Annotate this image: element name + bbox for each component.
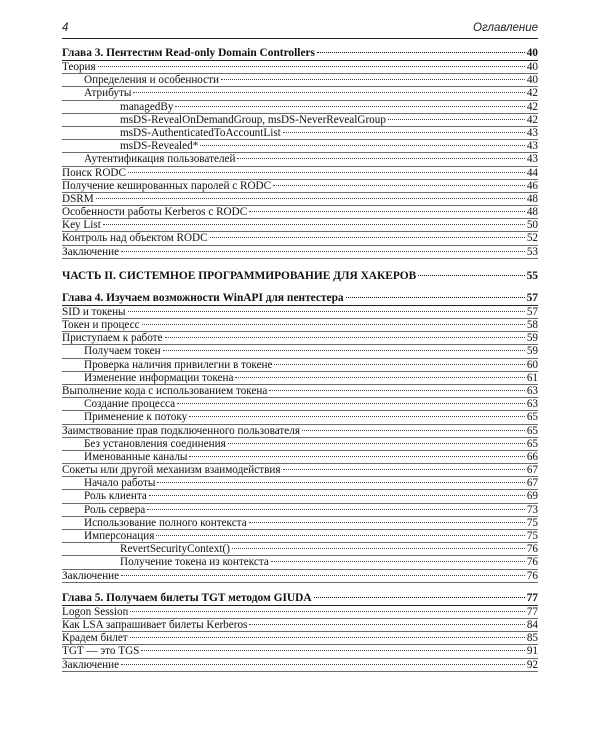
toc-entry (62, 425, 538, 438)
toc-entry-title: Роль сервера (84, 503, 146, 516)
dot-leader (128, 172, 525, 173)
toc-entry (62, 504, 538, 517)
toc-entry-page: 57 (526, 291, 538, 304)
toc-entry (62, 517, 538, 530)
toc-entry-title: msDS-AuthenticatedToAccountList (120, 126, 281, 139)
toc-entry-page: 75 (526, 530, 538, 542)
toc-entry-page: 59 (526, 332, 538, 345)
dot-leader (200, 145, 525, 146)
toc-entry (62, 530, 538, 543)
dot-leader (210, 237, 525, 238)
dot-leader (283, 132, 525, 133)
toc-entry (62, 319, 538, 332)
dot-leader (121, 575, 525, 576)
toc-entry-title: Применение к потоку (84, 411, 188, 424)
toc-entry-title: Заключение (62, 245, 120, 258)
toc-entry (62, 114, 538, 127)
dot-leader (346, 297, 525, 298)
toc-entry (62, 206, 538, 219)
dot-leader (130, 637, 525, 638)
toc-entry-page: 65 (526, 411, 538, 424)
toc-entry (62, 570, 538, 583)
toc-entry-title: msDS-RevealOnDemandGroup, msDS-NeverRevealGroup (120, 113, 386, 126)
toc-entry (62, 61, 538, 74)
dot-leader (314, 597, 525, 598)
toc-entry-title: Без установления соединения (84, 437, 226, 450)
toc-entry-page: 77 (526, 605, 538, 618)
toc-entry (62, 74, 538, 87)
toc-entry-title: Поиск RODC (62, 166, 126, 179)
toc-entry-title: Атрибуты (84, 87, 132, 100)
dot-leader (249, 624, 524, 625)
dot-leader (283, 469, 525, 470)
toc-entry-title: Как LSA запрашивает билеты Kerberos (62, 618, 248, 631)
toc-entry-title: Сокеты или другой механизм взаимодействия (62, 464, 281, 477)
toc-entry-page: 58 (526, 319, 538, 331)
toc-entry-page: 40 (526, 74, 538, 87)
toc-entry (62, 451, 538, 464)
toc-entry-title: Имперсонация (84, 530, 155, 542)
toc-entry-page: 65 (526, 424, 538, 437)
toc-entry (62, 246, 538, 259)
toc-entry-title: Начало работы (84, 477, 156, 490)
toc-entry (62, 167, 538, 180)
toc-entry-title: ЧАСТЬ II. СИСТЕМНОЕ ПРОГРАММИРОВАНИЕ ДЛЯ ХАКЕРОВ (62, 269, 417, 282)
dot-leader (121, 251, 525, 252)
toc-entry-title: Определения и особенности (84, 74, 220, 87)
dot-leader (269, 390, 524, 391)
dot-leader (418, 275, 524, 276)
toc-entry (62, 127, 538, 140)
toc-entry-page: 40 (526, 61, 538, 73)
toc-entry-title: Глава 3. Пентестим Read-only Domain Controllers (62, 47, 315, 59)
toc-entry (62, 464, 538, 477)
toc-entry (62, 180, 538, 193)
toc-entry-page: 60 (526, 358, 538, 371)
toc-entry-page: 46 (526, 179, 538, 192)
dot-leader (317, 52, 525, 53)
toc-entry-title: Крадем билет (62, 632, 128, 645)
toc-entry-page: 52 (526, 232, 538, 245)
toc-entry (62, 632, 538, 645)
toc-entry (62, 411, 538, 424)
toc-entry-title: Приступаем к работе (62, 332, 163, 345)
dot-leader (156, 535, 524, 536)
toc-entry (62, 659, 538, 672)
toc-entry-page: 57 (526, 305, 538, 318)
toc-chapter-entry (62, 46, 538, 61)
toc-entry-page: 42 (526, 113, 538, 126)
toc-entry-title: DSRM (62, 192, 94, 205)
toc-entry-page: 67 (526, 477, 538, 490)
toc-entry-page: 76 (526, 569, 538, 582)
toc-entry (62, 219, 538, 232)
toc-entry-page: 75 (526, 516, 538, 529)
dot-leader (96, 198, 525, 199)
toc-entry-page: 63 (526, 398, 538, 411)
toc-entry (62, 543, 538, 556)
toc-entry (62, 619, 538, 632)
page-number: 4 (62, 22, 69, 34)
dot-leader (149, 495, 525, 496)
toc-entry (62, 345, 538, 358)
toc-entry-title: Глава 4. Изучаем возможности WinAPI для пентестера (62, 291, 344, 304)
dot-leader (103, 224, 525, 225)
toc-entry-title: Key List (62, 219, 101, 232)
toc-entry-page: 85 (526, 632, 538, 645)
toc-entry-title: Теория (62, 61, 96, 73)
toc-entry-page: 63 (526, 384, 538, 397)
dot-leader (128, 311, 525, 312)
toc-entry-title: SID и токены (62, 305, 126, 318)
toc-entry-page: 44 (526, 166, 538, 179)
toc-entry-page: 43 (526, 153, 538, 166)
dot-leader (177, 403, 525, 404)
toc-entry (62, 101, 538, 114)
toc-chapter-entry (62, 591, 538, 606)
toc-entry-title: Именованные каналы (84, 450, 188, 463)
toc-entry-page: 50 (526, 219, 538, 232)
toc-entry (62, 359, 538, 372)
toc-entry-title: Заключение (62, 658, 120, 671)
dot-leader (121, 664, 525, 665)
toc-entry (62, 385, 538, 398)
dot-leader (235, 377, 524, 378)
dot-leader (133, 92, 524, 93)
toc-entry-page: 40 (526, 47, 538, 59)
toc-entry (62, 556, 538, 569)
toc-entry-page: 67 (526, 464, 538, 477)
toc-entry-title: Получаем токен (84, 345, 161, 358)
toc-entry-page: 42 (526, 100, 538, 113)
dot-leader (165, 337, 525, 338)
dot-leader (273, 185, 525, 186)
toc-entry (62, 477, 538, 490)
toc-entry-page: 76 (526, 543, 538, 556)
toc-entry-title: Изменение информации токена (84, 371, 234, 384)
toc-entry (62, 490, 538, 503)
dot-leader (249, 522, 525, 523)
toc-entry-title: Роль клиента (84, 490, 147, 503)
toc-entry-page: 61 (526, 371, 538, 384)
toc-entry (62, 306, 538, 319)
toc-entry-page: 42 (526, 87, 538, 100)
dot-leader (98, 66, 525, 67)
toc-entry-page: 53 (526, 245, 538, 258)
toc-entry-title: RevertSecurityContext() (120, 543, 230, 556)
toc-entry-page: 43 (526, 140, 538, 153)
dot-leader (302, 430, 525, 431)
toc-entry-page: 48 (526, 192, 538, 205)
toc-entry (62, 438, 538, 451)
toc-entry-title: Получение токена из контекста (120, 556, 269, 569)
toc-entry-title: Заключение (62, 569, 120, 582)
toc-entry-title: Глава 5. Получаем билеты TGT методом GIUDA (62, 591, 312, 604)
toc-entry-page: 77 (526, 591, 538, 604)
dot-leader (175, 106, 524, 107)
toc-entry-title: Получение кешированных паролей с RODC (62, 179, 272, 192)
dot-leader (130, 611, 525, 612)
dot-leader (228, 443, 525, 444)
dot-leader (163, 350, 525, 351)
toc-entry (62, 232, 538, 245)
toc-entry-page: 69 (526, 490, 538, 503)
dot-leader (271, 561, 525, 562)
toc-entry-title: Аутентификация пользователей (84, 153, 236, 166)
toc-entry-title: TGT — это TGS (62, 645, 140, 658)
toc-entry (62, 193, 538, 206)
toc-entry-page: 43 (526, 126, 538, 139)
toc-entry-page: 66 (526, 450, 538, 463)
toc-entry-title: Использование полного контекста (84, 516, 247, 529)
running-header (62, 22, 538, 38)
toc-entry-title: Создание процесса (84, 398, 176, 411)
toc-entry-title: Заимствование прав подключенного пользователя (62, 424, 300, 437)
toc-entry (62, 606, 538, 619)
toc-entry-title: Проверка наличия привилегии в токене (84, 358, 273, 371)
dot-leader (237, 158, 524, 159)
toc-entry-title: Logon Session (62, 605, 129, 618)
toc-entry-page: 59 (526, 345, 538, 358)
toc-entry (62, 87, 538, 100)
dot-leader (189, 416, 525, 417)
toc-entry (62, 332, 538, 345)
dot-leader (388, 119, 525, 120)
dot-leader (142, 324, 525, 325)
toc-entry-title: managedBy (120, 100, 174, 113)
toc-entry-page: 73 (526, 503, 538, 516)
table-of-contents (62, 46, 538, 672)
toc-entry-page: 91 (526, 645, 538, 658)
toc-entry-page: 65 (526, 437, 538, 450)
toc-entry-page: 48 (526, 206, 538, 219)
toc-entry (62, 645, 538, 658)
dot-leader (147, 509, 525, 510)
dot-leader (274, 364, 524, 365)
toc-entry-title: msDS-Revealed* (120, 140, 199, 153)
toc-entry-page: 55 (526, 269, 538, 282)
toc-entry-title: Токен и процесс (62, 319, 140, 331)
toc-entry-page: 92 (526, 658, 538, 671)
dot-leader (221, 79, 525, 80)
header-divider (62, 38, 538, 39)
running-title: Оглавление (473, 22, 538, 34)
toc-entry-title: Особенности работы Kerberos с RODC (62, 206, 248, 219)
toc-entry-title: Контроль над объектом RODC (62, 232, 208, 245)
toc-entry-page: 84 (526, 618, 538, 631)
toc-entry-title: Выполнение кода с использованием токена (62, 384, 268, 397)
toc-part-entry (62, 269, 538, 283)
dot-leader (249, 211, 525, 212)
toc-entry-page: 76 (526, 556, 538, 569)
dot-leader (157, 482, 524, 483)
dot-leader (232, 548, 525, 549)
toc-entry (62, 153, 538, 166)
toc-entry (62, 398, 538, 411)
dot-leader (189, 456, 524, 457)
toc-entry (62, 372, 538, 385)
dot-leader (141, 650, 524, 651)
toc-entry (62, 140, 538, 153)
toc-chapter-entry (62, 291, 538, 306)
